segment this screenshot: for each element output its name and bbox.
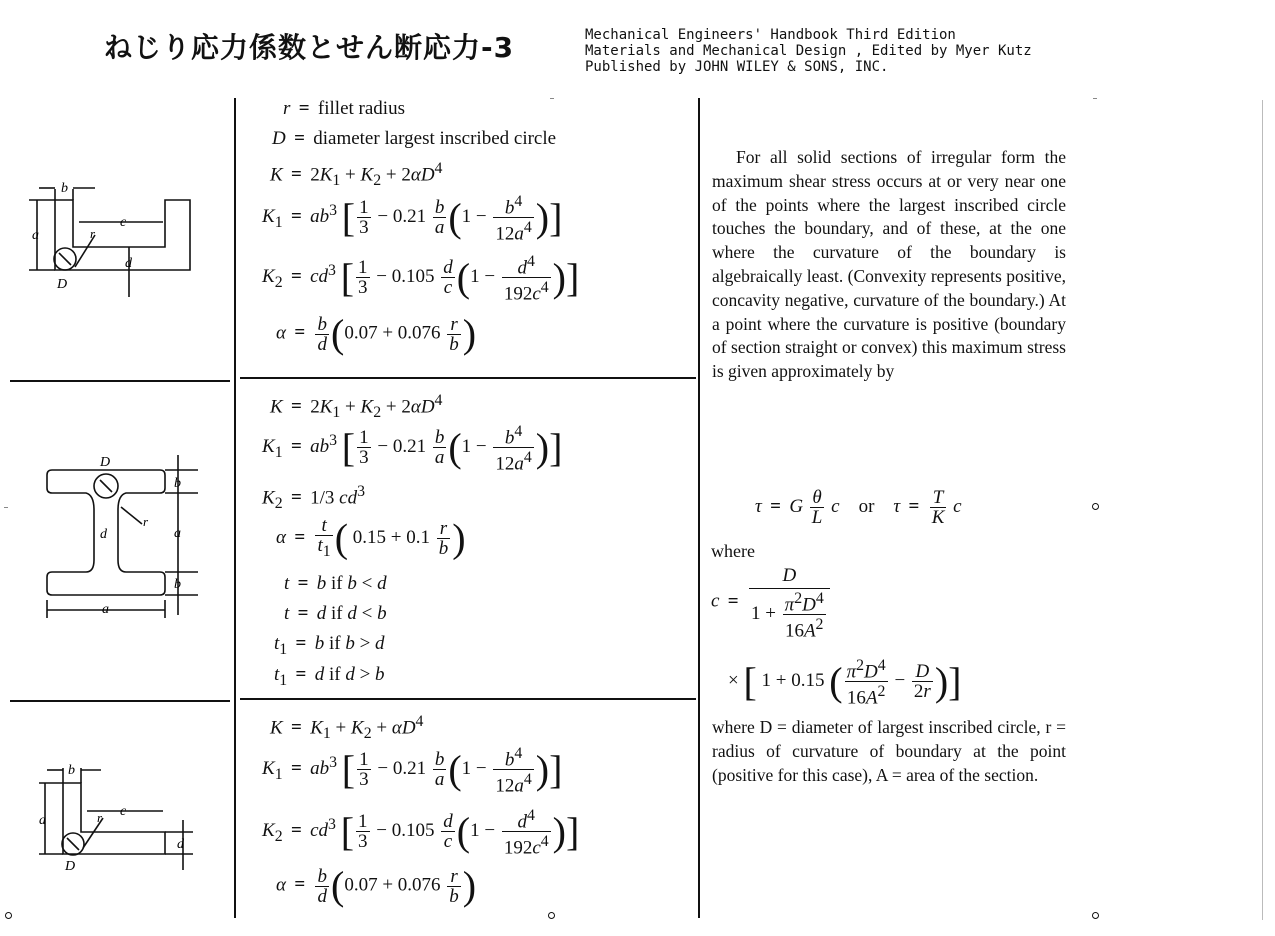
- page-edge-line: [1262, 100, 1263, 920]
- marker-tick: [1093, 98, 1097, 99]
- formula-K2-1: $K_2 = cd^3$ [ $\frac{1}{3}$ − 0.105 $\frac{d}{c}$ (1 − $\frac{d^4}{192c^4}$ )]: [262, 253, 580, 305]
- fig1-label-b: b: [61, 181, 68, 196]
- paragraph-text-1: For all solid sections of irregular form the maximum shear stress occurs at or very near one of the points where the largest inscribed circle touches the boundary, and of these, at the one where the curvature of the boundary is algebraically least. (Convexity represents positive, concavity negative, curvature of the boundary.) At a point where the curvature is positive (boundary of section straight or convex) this maximum stress is given approximately by: [712, 147, 1066, 382]
- fig3-label-b: b: [68, 763, 75, 778]
- fig2-label-r: r: [143, 514, 149, 529]
- fig1-label-a: a: [32, 228, 39, 243]
- fig1-label-c: c: [120, 215, 127, 230]
- marker-tick: [4, 507, 8, 508]
- formula-D-def: D = diameter largest inscribed circle: [272, 128, 557, 149]
- formula-c-factor: × [ 1 + 0.15 ( $\frac{\pi^2D^4}{16A^2}$ − $\frac{D}{2r}$ )]: [728, 657, 962, 709]
- fig3-label-D: D: [65, 859, 76, 874]
- formula-K1-2: $K_1 = ab^3$ [ $\frac{1}{3}$ − 0.21 $\frac{b}{a}$ (1 − $\frac{b^4}{12a^4}$ )]: [262, 423, 563, 475]
- fig2-label-b-top: b: [174, 476, 181, 491]
- definitions-paragraph: [712, 716, 1066, 787]
- fig3-label-c: c: [120, 804, 127, 819]
- fig3-label-a: a: [39, 813, 46, 828]
- r-definition: fillet radius: [317, 98, 405, 119]
- formula-c: c = D 1 + $\frac{\pi^2D^4}{16A^2}$: [711, 564, 832, 641]
- fig3-label-r: r: [97, 810, 103, 825]
- formula-alpha-3: α = $\frac{b}{d}$ (0.07 + 0.076 $\frac{r}{b}$ ): [276, 863, 477, 908]
- marker-tick: [550, 98, 554, 99]
- fig1-label-d: d: [125, 256, 132, 271]
- marker-circle: [5, 912, 12, 919]
- formula-K-1: $K = 2K_1 + K_2 + 2\alpha D^4$: [270, 160, 443, 190]
- irregular-section-paragraph: [712, 146, 1066, 384]
- fig2-label-d: d: [100, 527, 107, 542]
- table-divider-mid: [698, 98, 700, 918]
- fig2-label-b-bottom: b: [174, 577, 181, 592]
- row-divider-1b: [240, 377, 696, 379]
- formula-tau: τ = G $\frac{\theta}{L}$ c or τ = $\frac{T}{K}$ c: [755, 487, 962, 528]
- fig1-label-D: D: [57, 277, 68, 292]
- marker-circle: [1092, 503, 1099, 510]
- formula-K-2: $K = 2K_1 + K_2 + 2\alpha D^4$: [270, 392, 443, 422]
- formula-t1-2: $t_1 = d$ if d > b: [274, 664, 385, 689]
- table-divider-left: [234, 98, 236, 918]
- formula-t1-1: $t_1 = b$ if b > d: [274, 633, 385, 658]
- fig2-label-a-bottom: a: [102, 602, 109, 617]
- fig3-label-d: d: [177, 837, 184, 852]
- formula-K-3: $K = K_1 + K_2 + \alpha D^4$: [270, 713, 424, 743]
- formula-t-1: t = b if b < d: [284, 573, 387, 594]
- channel-section-figure: [15, 175, 225, 300]
- source-citation: Mechanical Engineers' Handbook Third Edition Materials and Mechanical Design , Edited by Myer Kutz Published by JOHN WILEY & SONS, INC.: [585, 27, 1032, 75]
- formula-K1-3: $K_1 = ab^3$ [ $\frac{1}{3}$ − 0.21 $\frac{b}{a}$ (1 − $\frac{b^4}{12a^4}$ )]: [262, 745, 563, 797]
- fig2-label-D: D: [100, 455, 111, 470]
- paragraph-text-2: where D = diameter of largest inscribed circle, r = radius of curvature of boundary at the point (positive for this case), A = area of the section.: [712, 717, 1066, 785]
- i-section-figure: [20, 450, 210, 630]
- row-divider-2a: [10, 700, 230, 702]
- where-label-1: where: [711, 541, 755, 561]
- or-word: or: [858, 495, 875, 517]
- D-definition: diameter largest inscribed circle: [313, 128, 557, 149]
- formula-r-def: r = fillet radius: [283, 98, 405, 119]
- page-title: ねじり応力係数とせん断応力-3: [104, 31, 515, 64]
- formula-t-2: t = d if d < b: [284, 603, 387, 624]
- formula-alpha-2: α = $\frac{t}{t_1}$ ( 0.15 + 0.1 $\frac{r}{b}$ ): [276, 515, 466, 561]
- fig1-label-r: r: [90, 226, 96, 241]
- formula-K2-2: $K_2 = 1/3$ $cd^3$: [262, 483, 365, 513]
- formula-alpha-1: α = $\frac{b}{d}$ (0.07 + 0.076 $\frac{r}{b}$ ): [276, 311, 477, 356]
- row-divider-2b: [240, 698, 696, 700]
- fig2-label-a-right: a: [174, 526, 181, 541]
- marker-circle: [548, 912, 555, 919]
- formula-K1-1: $K_1 = ab^3$ [ $\frac{1}{3}$ − 0.21 $\frac{b}{a}$ (1 − $\frac{b^4}{12a^4}$ )]: [262, 193, 563, 245]
- marker-circle: [1092, 912, 1099, 919]
- row-divider-1a: [10, 380, 230, 382]
- formula-K2-3: $K_2 = cd^3$ [ $\frac{1}{3}$ − 0.105 $\frac{d}{c}$ (1 − $\frac{d^4}{192c^4}$ )]: [262, 807, 580, 859]
- angle-section-figure: [25, 760, 210, 880]
